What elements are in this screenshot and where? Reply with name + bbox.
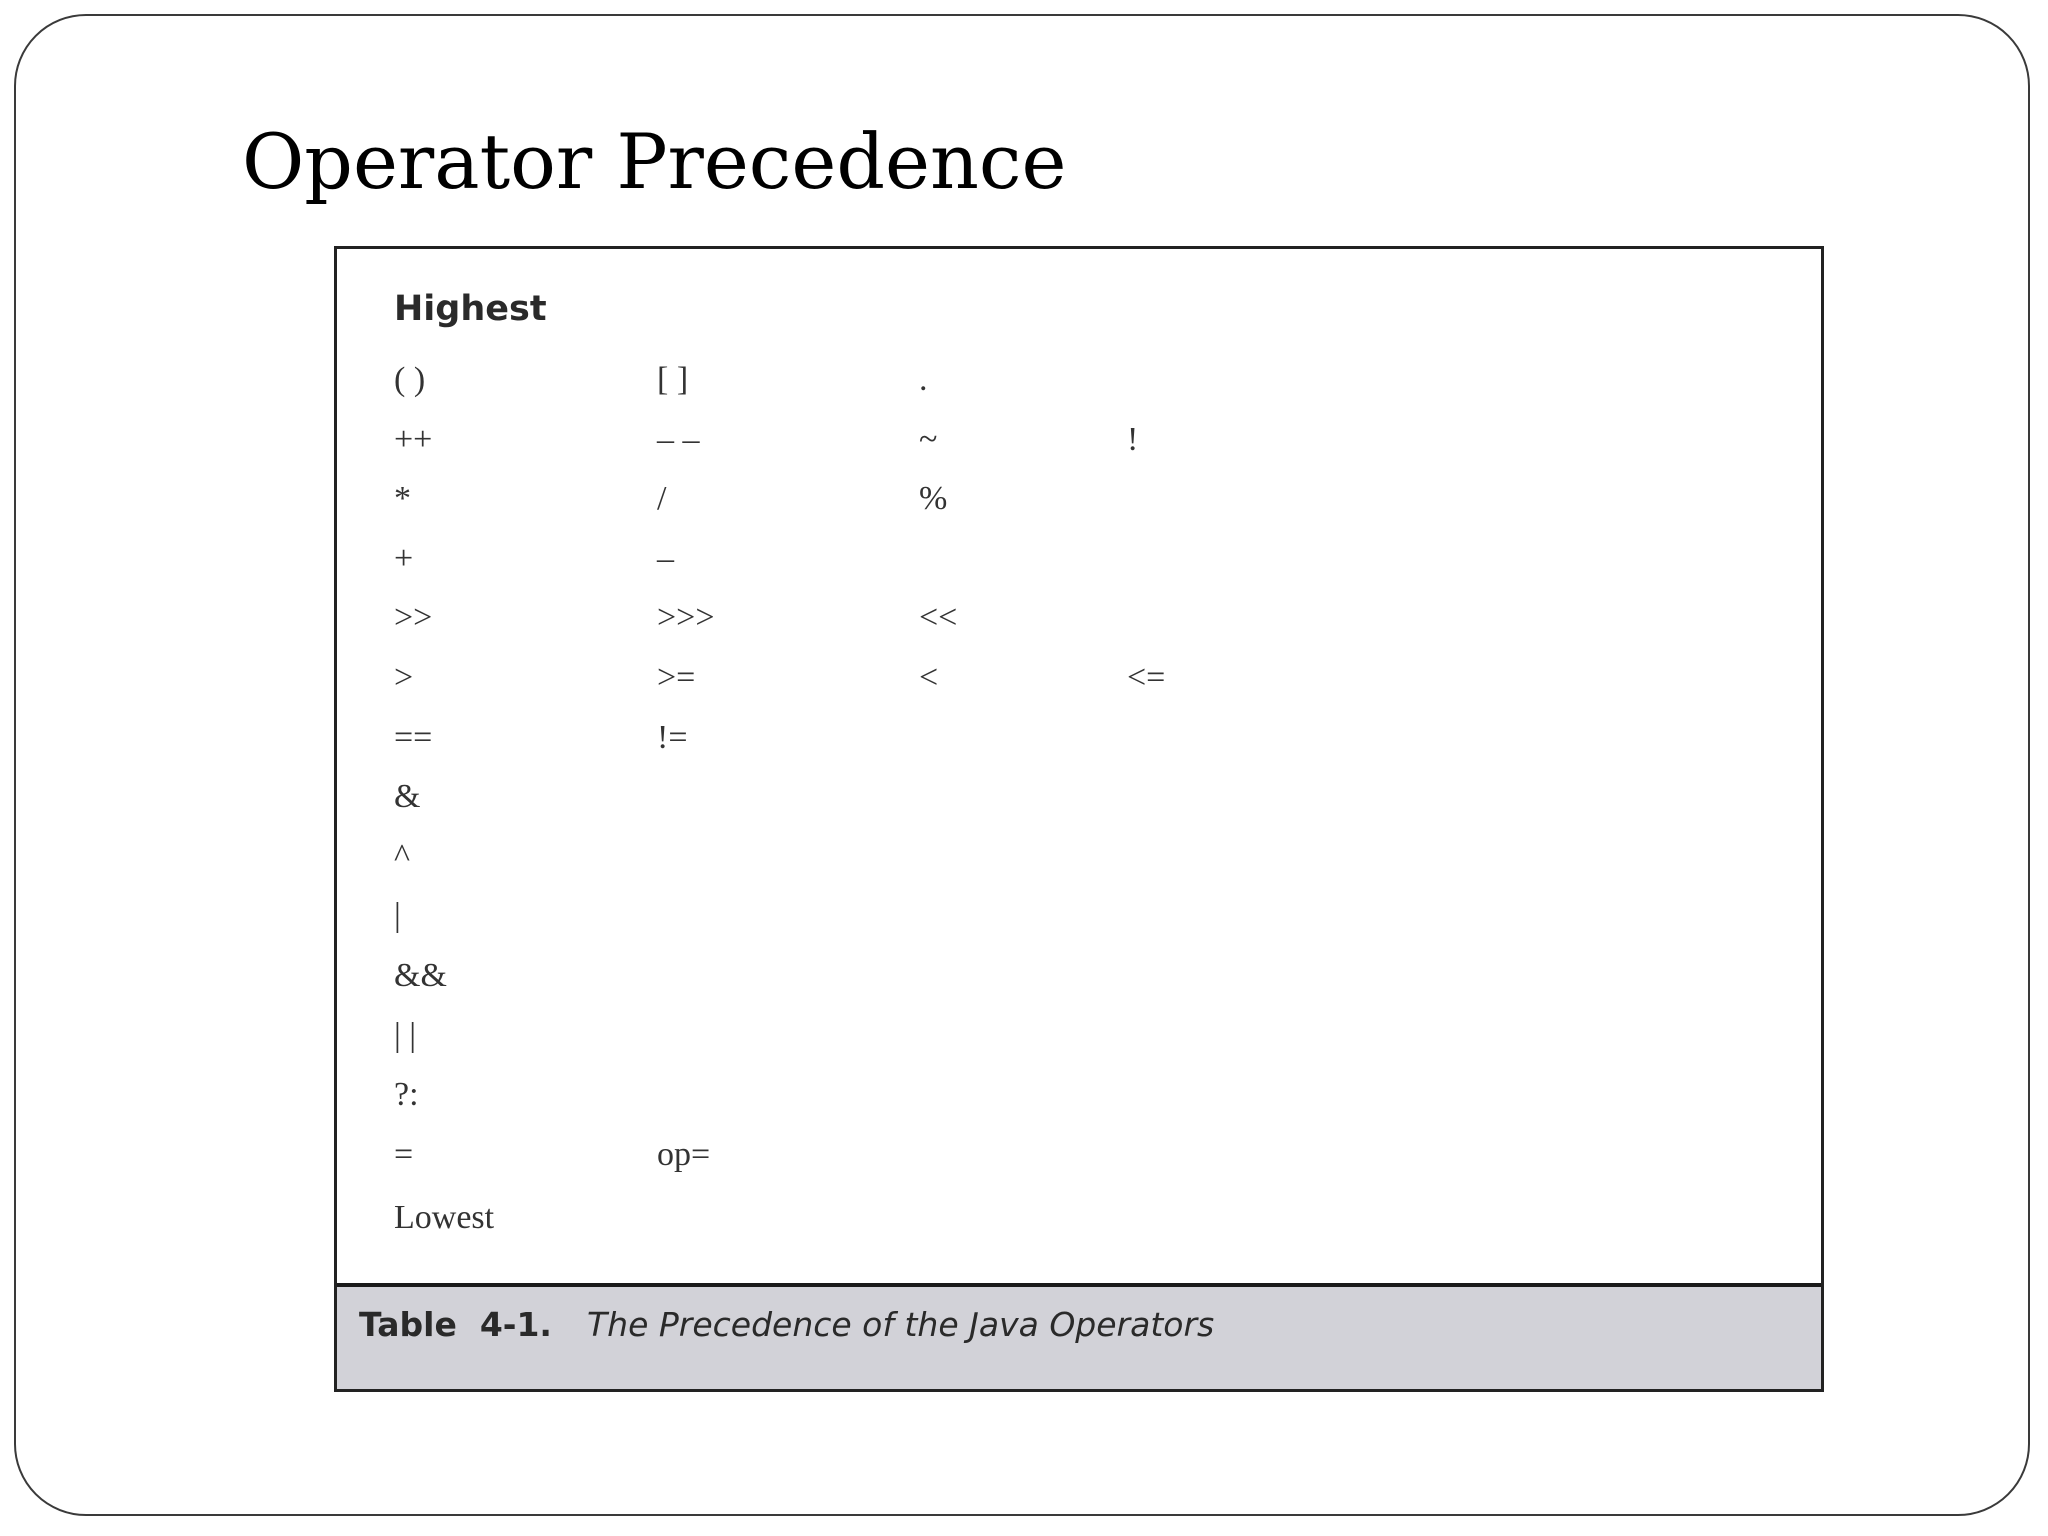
lowest-label: Lowest [394, 1199, 495, 1236]
operator-rows [394, 361, 1774, 1195]
operator-row [394, 1017, 1774, 1077]
operator-cell: [ ] [657, 361, 689, 398]
operator-cell: <= [1127, 658, 1166, 696]
operator-cell: | | [394, 1016, 417, 1054]
slide [14, 14, 2030, 1516]
slide-title: Operator Precedence [242, 117, 1067, 206]
operator-cell: % [919, 480, 948, 518]
operator-cell: . [919, 361, 928, 398]
operator-cell: >>> [657, 599, 715, 637]
highest-label: Highest [394, 289, 547, 329]
operator-cell: > [394, 658, 414, 696]
operator-cell: – – [657, 420, 700, 458]
operator-cell: ^ [394, 837, 410, 875]
operator-row [394, 957, 1774, 1017]
operator-cell: << [919, 599, 958, 637]
operator-row [394, 838, 1774, 898]
operator-cell: = [394, 1135, 414, 1173]
operator-cell: op= [657, 1135, 711, 1173]
operator-row [394, 1076, 1774, 1136]
operator-row [394, 599, 1774, 659]
operator-cell: ++ [394, 420, 433, 458]
operator-row [394, 480, 1774, 540]
operator-cell: ! [1127, 420, 1139, 458]
table-caption [337, 1287, 1821, 1389]
operator-cell: + [394, 539, 414, 577]
operator-cell: / [657, 480, 667, 518]
operator-row [394, 421, 1774, 481]
operator-cell: ( ) [394, 361, 426, 398]
operator-cell: ?: [394, 1076, 419, 1114]
operator-cell: && [394, 956, 447, 994]
operator-row [394, 778, 1774, 838]
operator-cell: != [657, 718, 688, 756]
operator-cell: >> [394, 599, 433, 637]
caption-text: The Precedence of the Java Operators [587, 1305, 1215, 1344]
precedence-table [337, 249, 1821, 1287]
operator-cell: ~ [919, 420, 938, 458]
operator-row [394, 1136, 1774, 1196]
operator-row [394, 361, 1774, 421]
operator-row [394, 897, 1774, 957]
operator-row [394, 719, 1774, 779]
operator-cell: & [394, 778, 421, 816]
operator-cell: < [919, 658, 939, 696]
operator-row [394, 540, 1774, 600]
operator-cell: >= [657, 658, 696, 696]
operator-cell: | [394, 897, 401, 935]
operator-cell: == [394, 718, 433, 756]
operator-cell: – [657, 539, 674, 577]
precedence-table-figure [334, 246, 1824, 1392]
operator-cell: * [394, 480, 411, 518]
operator-row [394, 659, 1774, 719]
caption-number: Table 4-1. [359, 1305, 552, 1344]
